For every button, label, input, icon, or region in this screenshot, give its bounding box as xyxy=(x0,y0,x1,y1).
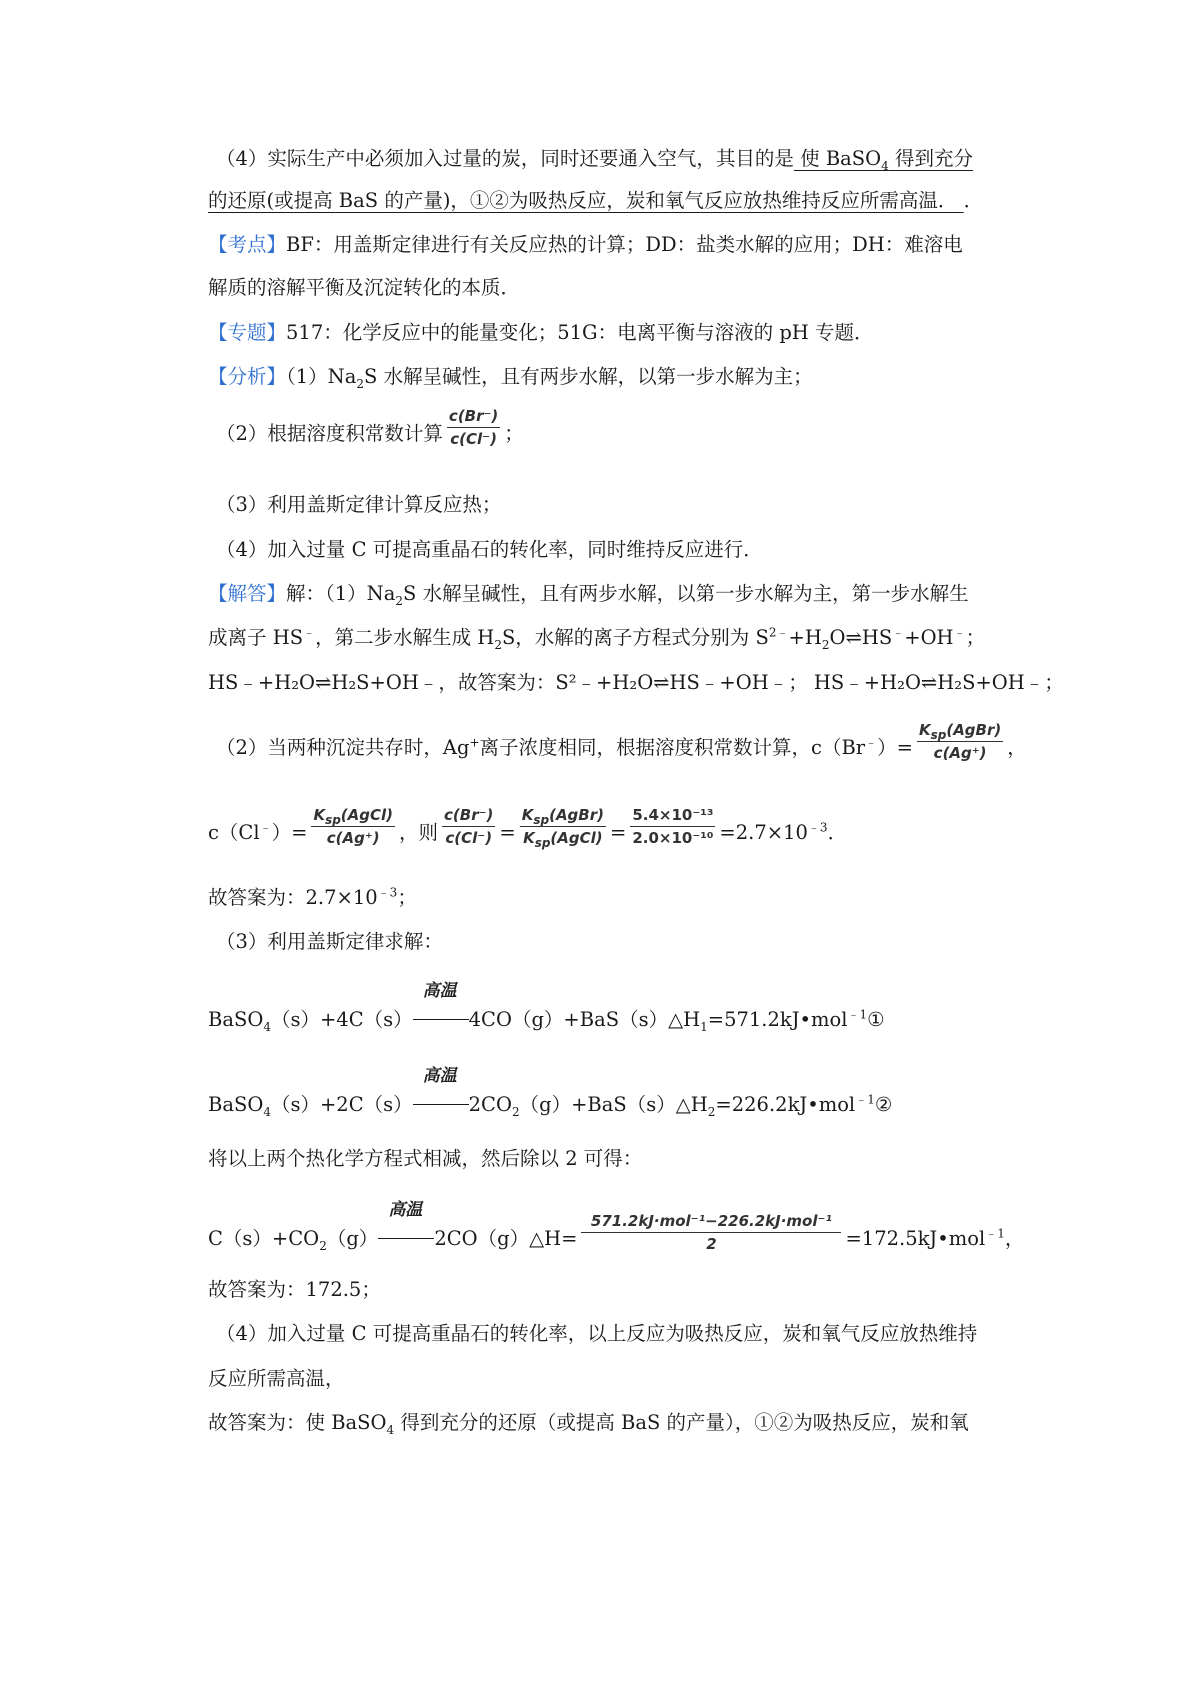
numerator: 571.2kJ·mol⁻¹−226.2kJ·mol⁻¹ xyxy=(581,1210,841,1233)
section-tag-jieda: 【解答】 xyxy=(208,582,287,605)
fraction-br-over-cl-2 xyxy=(442,804,495,849)
text: S 水解呈碱性，且有两步水解，以第一步水解为主，第一步水解生 xyxy=(403,582,969,605)
equation-2 xyxy=(208,1066,1028,1120)
jieda-line-6 xyxy=(208,883,1028,913)
kaodian-line-1 xyxy=(208,230,1028,260)
text: +H xyxy=(788,626,822,649)
text: K xyxy=(313,806,326,824)
text: =2.7×10 xyxy=(719,821,808,844)
text: ； xyxy=(965,626,986,649)
text: (AgCl) xyxy=(340,806,394,824)
denominator xyxy=(520,827,606,849)
fenxi-line-2 xyxy=(216,407,1036,450)
text: ， xyxy=(1004,1227,1025,1250)
subscript: 4 xyxy=(263,1104,271,1119)
subscript: sp xyxy=(533,813,550,827)
text: ， xyxy=(1007,736,1027,759)
denominator: c(Cl⁻) xyxy=(445,829,493,847)
superscript: + xyxy=(469,735,480,750)
subscript: 4 xyxy=(386,1422,395,1437)
text: S，水解的离子方程式分别为 S xyxy=(501,626,769,649)
text: 2CO xyxy=(468,1093,512,1116)
text: ． xyxy=(827,821,848,844)
numerator: c(Br⁻) xyxy=(447,405,500,428)
fraction-ksp-agcl-over-ag xyxy=(311,804,395,849)
denominator: c(Ag⁺) xyxy=(933,744,987,762)
text: （3）利用盖斯定律计算反应热； xyxy=(216,493,502,516)
text: K xyxy=(918,721,931,739)
text: 将以上两个热化学方程式相减，然后除以 2 可得： xyxy=(208,1147,643,1170)
text: ； xyxy=(504,422,524,445)
text: =571.2kJ•mol xyxy=(707,1008,848,1031)
text: =172.5kJ•mol xyxy=(845,1227,986,1250)
text: （2）当两种沉淀共存时，Ag xyxy=(216,736,470,759)
text: 解：（1）Na xyxy=(286,582,396,605)
superscript: ﹣ xyxy=(259,820,272,835)
text: = xyxy=(499,821,516,844)
text: ① xyxy=(867,1008,885,1031)
text: ）= xyxy=(271,821,308,844)
text: （s）+4C（s） xyxy=(270,1008,413,1031)
text: C（s）+CO xyxy=(208,1227,320,1250)
text: ，则 xyxy=(399,821,439,844)
text: O⇌HS xyxy=(829,626,893,649)
answer-4-line-2 xyxy=(208,186,1028,216)
text: （g） xyxy=(326,1227,379,1250)
text: (AgBr) xyxy=(549,806,604,824)
subscript: 2 xyxy=(395,593,404,608)
jieda-line-5 xyxy=(208,806,1028,850)
superscript: ﹣3 xyxy=(377,885,398,900)
fraction-ksp-ratio xyxy=(520,804,606,849)
underlined-answer: 的还原(或提高 BaS 的产量)，①②为吸热反应，炭和氧气反应放热维持反应所需高温． xyxy=(208,189,964,212)
text: c（Cl xyxy=(208,821,260,844)
jieda-line-3 xyxy=(208,668,1064,698)
condition-label: 高温 xyxy=(388,1200,423,1220)
numerator xyxy=(311,804,395,827)
subscript: 2 xyxy=(319,1238,327,1253)
fenxi-line-1 xyxy=(208,362,1028,392)
text: K xyxy=(523,829,535,847)
superscript: ﹣3 xyxy=(807,820,828,835)
text: ，第二步水解生成 H xyxy=(315,626,495,649)
fraction-numeric xyxy=(630,804,715,849)
jieda-line-11 xyxy=(208,1364,1028,1394)
text: 得到充分的还原（或提高 BaS 的产量），①②为吸热反应，炭和氧 xyxy=(394,1411,969,1434)
fraction-enthalpy xyxy=(581,1210,841,1255)
subscript: 2 xyxy=(707,1104,716,1119)
text: ）= xyxy=(877,736,913,759)
superscript: ﹣ xyxy=(953,625,966,640)
superscript: ﹣ xyxy=(892,625,905,640)
section-tag-kaodian: 【考点】 xyxy=(208,233,287,256)
equation-3 xyxy=(208,1200,1028,1255)
text: （1）Na xyxy=(286,365,357,388)
jieda-line-9 xyxy=(208,1275,1028,1305)
text: 故答案为：2.7×10 xyxy=(208,886,378,909)
text: 故答案为：使 BaSO xyxy=(208,1411,387,1434)
jieda-line-2 xyxy=(208,623,1028,653)
superscript: 2﹣ xyxy=(768,625,789,640)
subscript: sp xyxy=(930,728,947,742)
equation-1 xyxy=(208,981,1028,1035)
text: 得到充分 xyxy=(888,147,973,170)
text: ② xyxy=(874,1093,893,1116)
jieda-line-7 xyxy=(216,927,1036,957)
fraction-ksp-agbr-over-ag xyxy=(917,719,1003,764)
subscript: sp xyxy=(325,813,341,827)
text: （g）+BaS（s）△H xyxy=(519,1093,708,1116)
text: 使 BaSO xyxy=(793,147,882,170)
text: HS﹣+H₂O⇌H₂S+OH﹣，故答案为：S²﹣+H₂O⇌HS﹣+OH﹣； HS﹣+H₂O⇌H₂S+OH﹣； xyxy=(208,671,1064,694)
superscript: ﹣ xyxy=(303,625,316,640)
fraction-br-over-cl xyxy=(447,405,500,450)
text: K xyxy=(521,806,534,824)
reaction-condition-arrow xyxy=(378,1200,434,1245)
text: （2）根据溶度积常数计算 xyxy=(216,422,443,445)
condition-label: 高温 xyxy=(422,981,457,1001)
jieda-line-8 xyxy=(208,1144,1028,1174)
text: （4）实际生产中必须加入过量的炭，同时还要通入空气，其目的是 xyxy=(216,147,794,170)
denominator: c(Ag⁺) xyxy=(326,829,380,847)
text: (AgCl) xyxy=(550,829,603,847)
jieda-line-1 xyxy=(208,579,1028,609)
text: 反应所需高温， xyxy=(208,1367,345,1390)
denominator: 2 xyxy=(706,1235,717,1253)
fenxi-line-4 xyxy=(216,535,1036,565)
subscript: 2 xyxy=(494,637,502,652)
numerator: 5.4×10⁻¹³ xyxy=(630,804,715,827)
text: 解质的溶解平衡及沉淀转化的本质． xyxy=(208,276,521,299)
jieda-line-10 xyxy=(216,1319,1036,1349)
numerator: c(Br⁻) xyxy=(442,804,495,827)
jieda-line-12 xyxy=(208,1408,1028,1438)
reaction-bar xyxy=(413,1104,469,1105)
text: （4）加入过量 C 可提高重晶石的转化率，同时维持反应进行． xyxy=(216,538,763,561)
kaodian-line-2 xyxy=(208,273,1028,303)
reaction-condition-arrow xyxy=(413,1066,469,1111)
subscript: 4 xyxy=(263,1019,271,1034)
text: BF：用盖斯定律进行有关反应热的计算；DD：盐类水解的应用；DH：难溶电 xyxy=(286,233,963,256)
text: （4）加入过量 C 可提高重晶石的转化率，以上反应为吸热反应，炭和氧气反应放热维持 xyxy=(216,1322,978,1345)
text: (AgBr) xyxy=(946,721,1002,739)
subscript: 1 xyxy=(700,1019,708,1034)
section-tag-fenxi: 【分析】 xyxy=(208,365,287,388)
superscript: ﹣ xyxy=(865,735,878,750)
text: =226.2kJ•mol xyxy=(715,1093,856,1116)
superscript: ﹣1 xyxy=(985,1226,1005,1241)
text: ； xyxy=(397,886,417,909)
text: BaSO xyxy=(208,1008,264,1031)
text: BaSO xyxy=(208,1093,264,1116)
text: 成离子 HS xyxy=(208,626,304,649)
answer-4-line-1 xyxy=(216,144,1036,174)
reaction-bar xyxy=(413,1019,469,1020)
subscript: 2 xyxy=(356,376,365,391)
text: （s）+2C（s） xyxy=(270,1093,413,1116)
text: = xyxy=(609,821,627,844)
text: ． xyxy=(963,189,984,212)
text: 离子浓度相同，根据溶度积常数计算，c（Br xyxy=(479,736,866,759)
jieda-line-4 xyxy=(216,721,1036,764)
superscript: ﹣1 xyxy=(847,1007,868,1022)
zhuanti-line xyxy=(208,318,1028,348)
reaction-condition-arrow xyxy=(413,981,469,1026)
text: 4CO（g）+BaS（s）△H xyxy=(468,1008,701,1031)
section-tag-zhuanti: 【专题】 xyxy=(208,321,287,344)
text: +OH xyxy=(904,626,954,649)
subscript: 4 xyxy=(881,158,889,173)
superscript: ﹣1 xyxy=(855,1092,875,1107)
subscript: sp xyxy=(534,836,551,850)
reaction-bar xyxy=(378,1238,434,1239)
text: 517：化学反应中的能量变化；51G：电离平衡与溶液的 pH 专题． xyxy=(286,321,874,344)
subscript: 2 xyxy=(821,637,830,652)
fenxi-line-3 xyxy=(216,490,1036,520)
text: S 水解呈碱性，且有两步水解，以第一步水解为主； xyxy=(364,365,813,388)
denominator: c(Cl⁻) xyxy=(450,430,497,448)
text: 故答案为：172.5； xyxy=(208,1278,381,1301)
subscript: 2 xyxy=(511,1104,520,1119)
denominator: 2.0×10⁻¹⁰ xyxy=(632,829,714,847)
text: 2CO（g）△H= xyxy=(434,1227,578,1250)
text: （3）利用盖斯定律求解： xyxy=(216,930,443,953)
condition-label: 高温 xyxy=(422,1066,457,1086)
underlined-answer xyxy=(793,147,973,173)
numerator xyxy=(520,804,606,827)
numerator xyxy=(917,719,1003,742)
